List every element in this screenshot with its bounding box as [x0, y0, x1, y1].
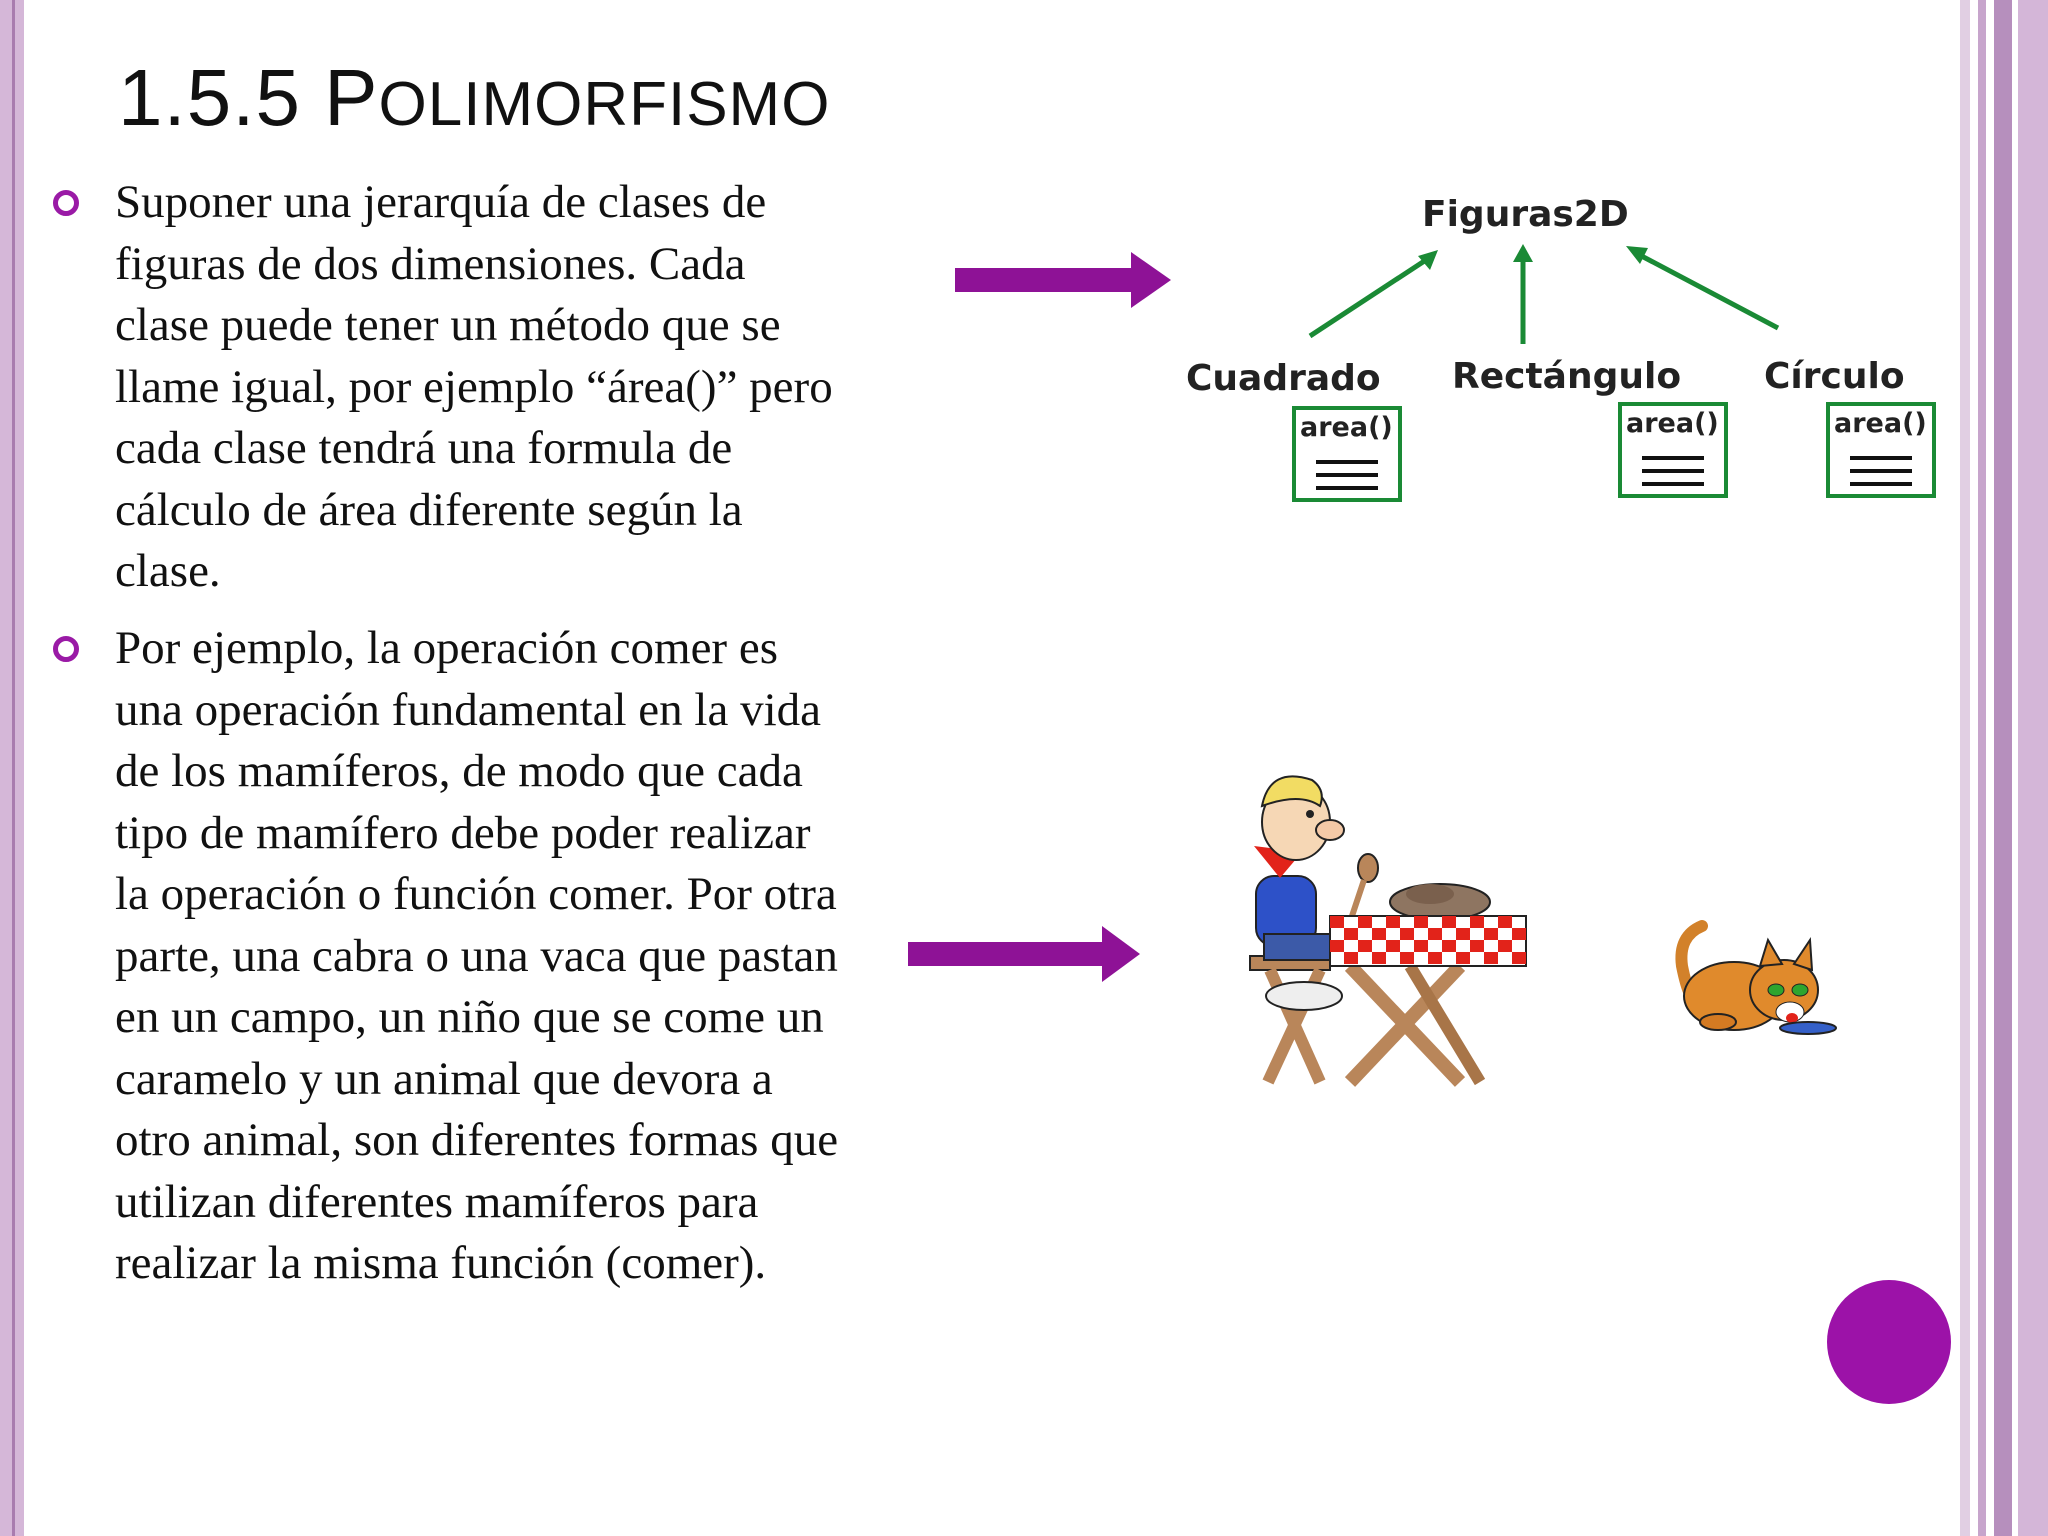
- method-box: [1618, 402, 1728, 498]
- right-arrow-icon: [955, 248, 1175, 312]
- title-rest: OLIMORFISMO: [378, 70, 831, 139]
- bullet-2-line: de los mamíferos, de modo que cada: [115, 745, 803, 797]
- bullet-2-line: la operación o función comer. Por otra: [115, 868, 837, 920]
- diagram-child-label: Cuadrado: [1186, 358, 1381, 399]
- bullet-1: [115, 172, 1015, 603]
- boy-eating-clipart: [1240, 766, 1540, 1096]
- bullet-2-line: Por ejemplo, la operación comer es: [115, 622, 778, 674]
- bullet-1-line: clase puede tener un método que se: [115, 299, 781, 351]
- bullet-2-line: parte, una cabra o una vaca que pastan: [115, 929, 838, 982]
- right-stripe-2: [1978, 0, 1986, 1536]
- left-frame-line: [12, 0, 15, 1536]
- bullet-2-line: otro animal, son diferentes formas que: [115, 1114, 839, 1166]
- slide-title: [118, 52, 830, 144]
- method-body-lines: [1316, 460, 1378, 499]
- bullet-2-line: utilizan diferentes mamíferos para: [115, 1175, 759, 1228]
- hollow-circle-bullet-icon: [53, 190, 79, 216]
- title-number: 1.5.5: [118, 53, 301, 142]
- decorative-circle: [1827, 1280, 1951, 1404]
- bullet-1-line: figuras de dos dimensiones. Cada: [115, 237, 746, 290]
- bullet-2: [115, 618, 1015, 1295]
- diagram-child-label: Rectángulo: [1452, 356, 1682, 397]
- method-body-lines: [1850, 456, 1912, 495]
- method-label: area(): [1626, 408, 1719, 439]
- method-box: [1292, 406, 1402, 502]
- bullet-2-line: una operación fundamental en la vida: [115, 683, 822, 736]
- bullet-1-line: Suponer una jerarquía de clases de: [115, 176, 767, 228]
- bullet-2-line: tipo de mamífero debe poder realizar: [115, 806, 811, 859]
- title-initial: P: [324, 53, 379, 142]
- bullet-2-line: en un campo, un niño que se come un: [115, 991, 824, 1043]
- bullet-1-line: cálculo de área diferente según la: [115, 483, 743, 536]
- method-label: area(): [1300, 412, 1393, 443]
- diagram-child-label: Círculo: [1764, 356, 1905, 397]
- method-box: [1826, 402, 1936, 498]
- right-stripe-4: [2018, 0, 2048, 1536]
- right-arrow-icon: [908, 922, 1143, 986]
- bullet-1-line: clase.: [115, 545, 221, 597]
- cat-eating-clipart: [1672, 906, 1842, 1046]
- bullet-1-line: cada clase tendrá una formula de: [115, 422, 733, 474]
- right-stripe-3: [1994, 0, 2012, 1536]
- bullet-2-line: realizar la misma función (comer).: [115, 1237, 767, 1289]
- bullet-1-line: llame igual, por ejemplo “área()” pero: [115, 360, 833, 413]
- bullet-2-line: caramelo y un animal que devora a: [115, 1052, 773, 1105]
- diagram-root-label: Figuras2D: [1422, 194, 1629, 235]
- method-body-lines: [1642, 456, 1704, 495]
- hollow-circle-bullet-icon: [53, 636, 79, 662]
- class-hierarchy-diagram: [1170, 186, 1950, 526]
- method-label: area(): [1834, 408, 1927, 439]
- right-stripe-1: [1960, 0, 1970, 1536]
